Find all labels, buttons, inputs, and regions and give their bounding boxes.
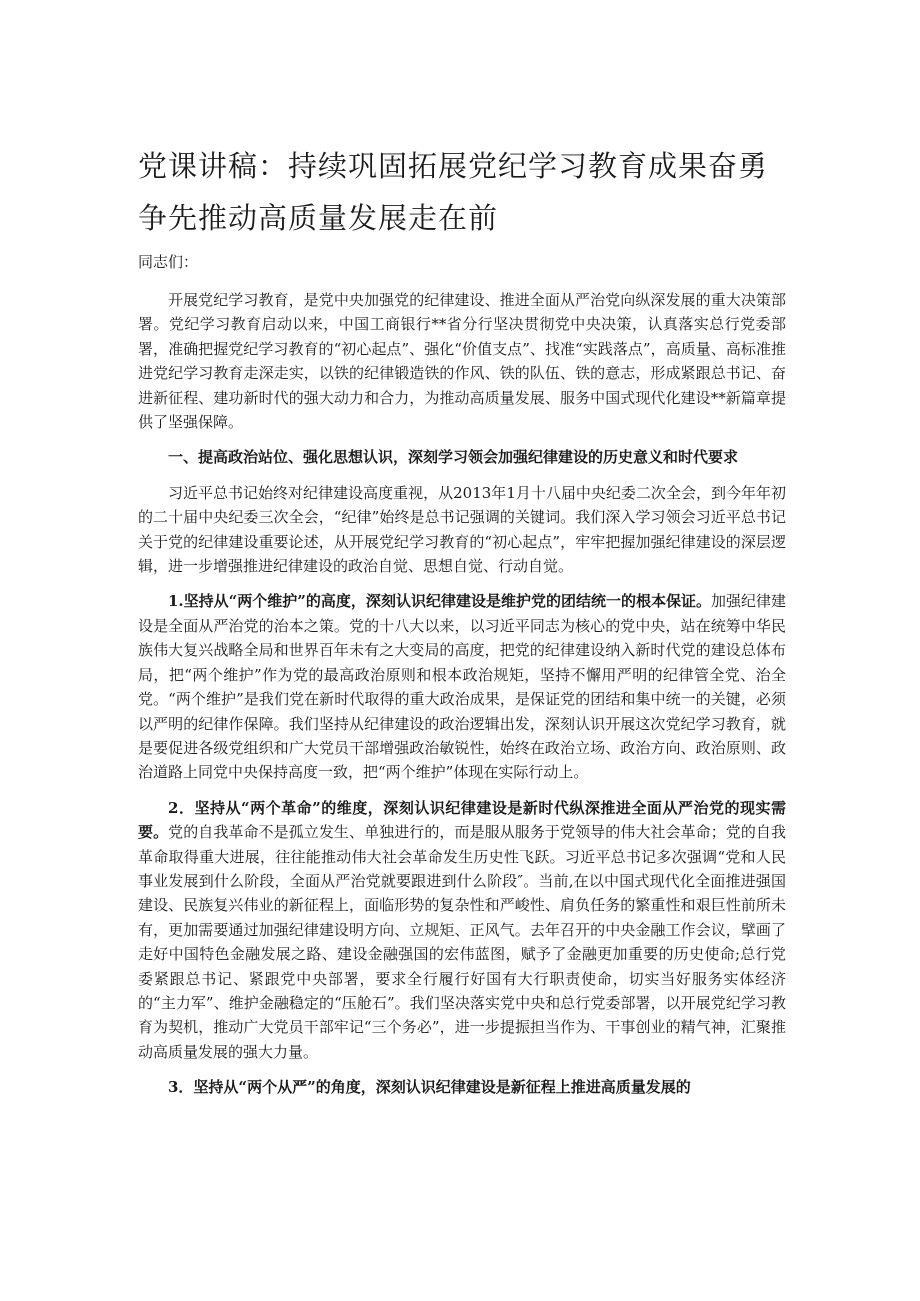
section-1-paragraph: 习近平总书记始终对纪律建设高度重视，从2013年1月十八届中央纪委二次全会，到今年年初的二十届中央纪委三次全会，“纪律”始终是总书记强调的关键词。我们深入学习领会习近平总书记关于党的纪律建设重要论述，从开展党纪学习教育的“初心起点”，牢牢把握加强纪律建设的深层逻辑，进一步增强推进纪律建设的政治自觉、思想自觉、行动自觉。 <box>138 483 786 576</box>
document-title: 党课讲稿：持续巩固拓展党纪学习教育成果奋勇争先推动高质量发展走在前 <box>138 149 769 235</box>
point-3-paragraph <box>138 1075 786 1099</box>
point-2-lead: 2．坚持从“两个革命”的维度，深刻认识纪律建设是新时代纵深推进全面从严治党的现实需要。 <box>138 798 786 842</box>
intro-paragraph: 开展党纪学习教育，是党中央加强党的纪律建设、推进全面从严治党向纵深发展的重大决策部署。党纪学习教育启动以来，中国工商银行**省分行坚决贯彻党中央决策，认真落实总行党委部署，准确把握党纪学习教育的“初心起点”、强化“价值支点”、找准“实践落点”，高质量、高标准推进党纪学习教育走深走实，以铁的纪律锻造铁的作风、铁的队伍、铁的意志，形成紧跟总书记、奋进新征程、建功新时代的强大动力和合力，为推动高质量发展、服务中国式现代化建设**新篇章提供了坚强保障。 <box>138 291 786 432</box>
document-page <box>138 140 786 1111</box>
point-1-body: 加强纪律建设是全面从严治党的治本之策。党的十八大以来，以习近平同志为核心的党中央，站在统筹中华民族伟大复兴战略全局和世界百年未有之大变局的高度，把党的纪律建设纳入新时代党的建设总体布局，把“两个维护”作为党的最高政治原则和根本政治规矩，坚持不懈用严明的纪律管全党、治全党。“两个维护”是我们党在新时代取得的重大政治成果，是保证党的团结和集中统一的关键，必须以严明的纪律作保障。我们坚持从纪律建设的政治逻辑出发，深刻认识开展这次党纪学习教育，就是要促进各级党组织和广大党员干部增强政治敏锐性，始终在政治立场、政治方向、政治原则、政治道路上同党中央保持高度一致，把“两个维护”体现在实际行动上。 <box>138 592 786 782</box>
point-1-paragraph <box>138 589 786 784</box>
point-2-paragraph <box>138 796 786 1064</box>
point-3-lead: 3．坚持从“两个从严”的角度，深刻认识纪律建设是新征程上推进高质量发展的 <box>168 1078 691 1097</box>
point-2-body: 党的自我革命不是孤立发生、单独进行的，而是服从服务于党领导的伟大社会革命；党的自我革命取得重大进展，往往能推动伟大社会革命发生历史性飞跃。习近平总书记多次强调“党和人民事业发展到什么阶段，全面从严治党就要跟进到什么阶段″。当前,在以中国式现代化全面推进强国建设、民族复兴伟业的新征程上，面临形势的复杂性和严峻性、肩负任务的繁重性和艰巨性前所未有，更加需要通过加强纪律建设明方向、立规矩、正风气。去年召开的中央金融工作会议，擘画了走好中国特色金融发展之路、建设金融强国的宏伟蓝图，赋予了金融更加重要的历史使命;总行党委紧跟总书记、紧跟党中央部署，要求全行履行好国有大行职责使命，切实当好服务实体经济的“主力军”、维护金融稳定的“压舱石”。我们坚决落实党中央和总行党委部署，以开展党纪学习教育为契机，推动广大党员干部牢记“三个务必”，进一步提振担当作为、干事创业的精气神，汇聚推动高质量发展的强大力量。 <box>138 823 786 1061</box>
salutation: 同志们： <box>138 253 199 271</box>
point-1-lead: 1.坚持从“两个维护”的高度，深刻认识纪律建设是维护党的团结统一的根本保证。 <box>168 592 711 611</box>
section-1-heading: 一、提高政治站位、强化思想认识，深刻学习领会加强纪律建设的历史意义和时代要求 <box>168 448 739 467</box>
